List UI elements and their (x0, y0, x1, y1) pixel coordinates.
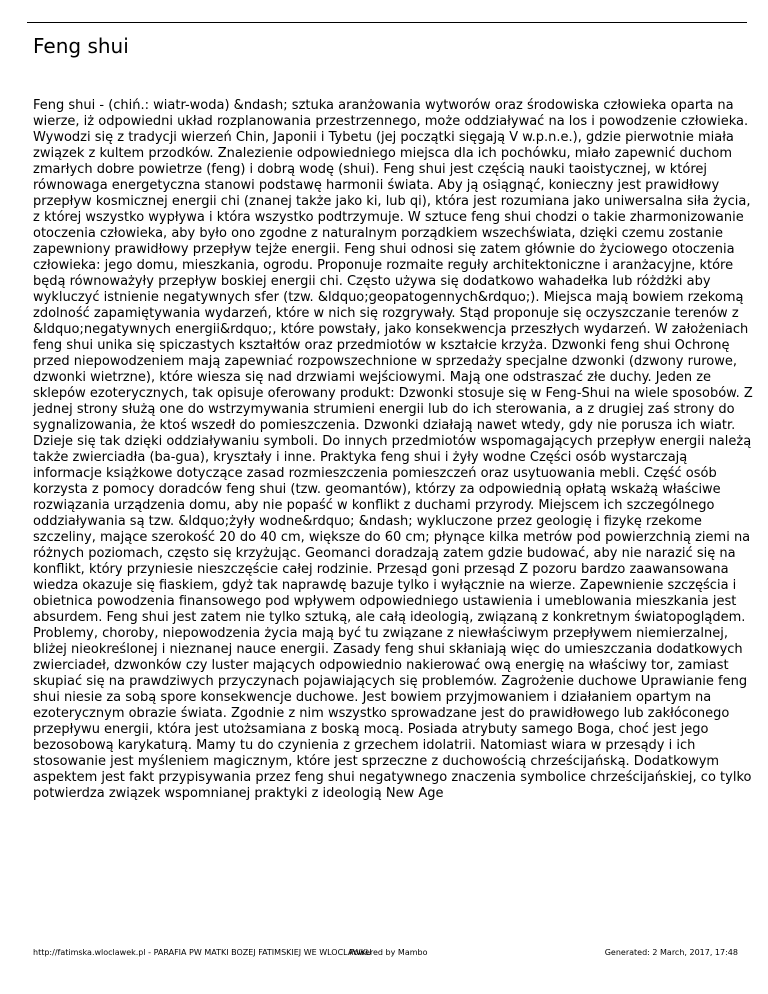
footer-generated-date: Generated: 2 March, 2017, 17:48 (604, 948, 738, 957)
footer-site-url: http://fatimska.wloclawek.pl - PARAFIA PW MATKI BOZEJ FATIMSKIEJ WE WLOCLAWKU (33, 948, 372, 957)
article-body: Feng shui - (chiń.: wiatr-woda) &ndash; sztuka aranżowania wytworów oraz środowiska człowieka oparta na wierze, iż odpowiedni układ rozplanowania przestrzennego, może oddziaływać na los i powodzenie człowieka. Wywodzi się z tradycji wierzeń Chin, Japonii i Tybetu (jej początki sięgają V w.p.n.e.), gdzie pierwotnie miała związek z kultem przodków. Znalezienie odpowiedniego miejsca dla ich pochówku, miało zapewnić duchom zmarłych dobre powietrze (feng) i dobrą wodę (shui). Feng shui jest częścią nauki taoistycznej, w której równowaga energetyczna stanowi podstawę harmonii świata. Aby ją osiągnąć, konieczny jest prawidłowy przepływ kosmicznej energii chi (znanej także jako ki, lub qi), która jest rozumiana jako uniwersalna siła życia, z której wszystko wypływa i która wszystko podtrzymuje. W sztuce feng shui chodzi o takie zharmonizowanie otoczenia człowieka, aby było ono zgodne z naturalnym porządkiem wszechświata, dzięki czemu zostanie zapewniony prawidłowy przepływ tejże energii. Feng shui odnosi się zatem głównie do życiowego otoczenia człowieka: jego domu, mieszkania, ogrodu. Proponuje rozmaite reguły architektoniczne i aranżacyjne, które będą równoważyły przepływ boskiej energii chi. Często używa się dodatkowo wahadełka lub różdżki aby wykluczyć istnienie negatywnych sfer (tzw. &ldquo;geopatogennych&rdquo;). Miejsca mają bowiem rzekomą zdolność zapamiętywania wydarzeń, które w nich się rozgrywały. Stąd proponuje się oczyszczanie terenów z &ldquo;negatywnych energii&rdquo;, które powstały, jako konsekwencja przeszłych wydarzeń. W założeniach feng shui unika się spiczastych kształtów oraz przedmiotów w kształcie krzyża. Dzwonki feng shui Ochronę przed niepowodzeniem mają zapewniać rozpowszechnione w sprzedaży specjalne dzwonki (dzwony rurowe, dzwonki wietrzne), które wiesza się nad drzwiami wejściowymi. Mają one odstraszać złe duchy. Jeden ze sklepów ezoterycznych, tak opisuje oferowany produkt: Dzwonki stosuje się w Feng-Shui na wiele sposobów. Z jednej strony służą one do wstrzymywania strumieni energii lub do ich sterowania, a z drugiej zaś strony do sygnalizowania, że ktoś wszedł do pomieszczenia. Dzwonki działają nawet wtedy, gdy nie porusza ich wiatr. Dzieje się tak dzięki oddziaływaniu symboli. Do innych przedmiotów wspomagających przepływ energii należą także zwierciadła (ba-gua), kryształy i inne. Praktyka feng shui i żyły wodne Części osób wystarczają informacje książkowe dotyczące zasad rozmieszczenia pomieszczeń oraz usytuowania mebli. Część osób korzysta z pomocy doradców feng shui (tzw. geomantów), którzy za odpowiednią opłatą wskażą właściwe rozwiązania urządzenia domu, aby nie popaść w konflikt z duchami przyrody. Miejscem ich szczególnego oddziaływania są tzw. &ldquo;żyły wodne&rdquo; &ndash; wykluczone przez geologię i fizykę rzekome szczeliny, mające szerokość 20 do 40 cm, większe do 60 cm; płynące kilka metrów pod powierzchnią ziemi na różnych poziomach, często się krzyżując. Geomanci doradzają zatem gdzie budować, aby nie narazić się na konflikt, który przyniesie nieszczęście całej rodzinie. Przesąd goni przesąd Z pozoru bardzo zaawansowana wiedza okazuje się fiaskiem, gdyż tak naprawdę bazuje tylko i wyłącznie na wierze. Zapewnienie szczęścia i obietnica powodzenia finansowego pod wpływem odpowiedniego ustawienia i umeblowania mieszkania jest absurdem. Feng shui jest zatem nie tylko sztuką, ale całą ideologią, związaną z konkretnym światopoglądem. Problemy, choroby, niepowodzenia życia mają być tu związane z niewłaściwym przepływem niemierzalnej, bliżej nieokreślonej i nieznanej nauce energii. Zasady feng shui skłaniają więc do umieszczania dodatkowych zwierciadeł, dzwonków czy luster mających odpowiednio nakierować ową energię na właściwy tor, zamiast skupiać się na prawdziwych przyczynach pojawiających się problemów. Zagrożenie duchowe Uprawianie feng shui niesie za sobą spore konsekwencje duchowe. Jest bowiem przyjmowaniem i działaniem opartym na ezoterycznym obrazie świata. Zgodnie z nim wszystko sprowadzane jest do prawidłowego lub zakłóconego przepływu energii, która jest utożsamiana z boską mocą. Posiada atrybuty samego Boga, choć jest jego bezosobową karykaturą. Mamy tu do czynienia z grzechem idolatrii. Natomiast wiara w przesądy i ich stosowanie jest myśleniem magicznym, które jest sprzeczne z duchowością chrześcijańską. Dodatkowym aspektem jest fakt przypisywania przez feng shui negatywnego znaczenia symbolice chrześcijańskiej, co tylko potwierdza związek wspomnianej praktyki z ideologią New Age (33, 98, 753, 801)
page-title: Feng shui (33, 34, 129, 58)
footer-powered-by: Powered by Mambo (349, 948, 428, 957)
header-rule (27, 22, 747, 23)
